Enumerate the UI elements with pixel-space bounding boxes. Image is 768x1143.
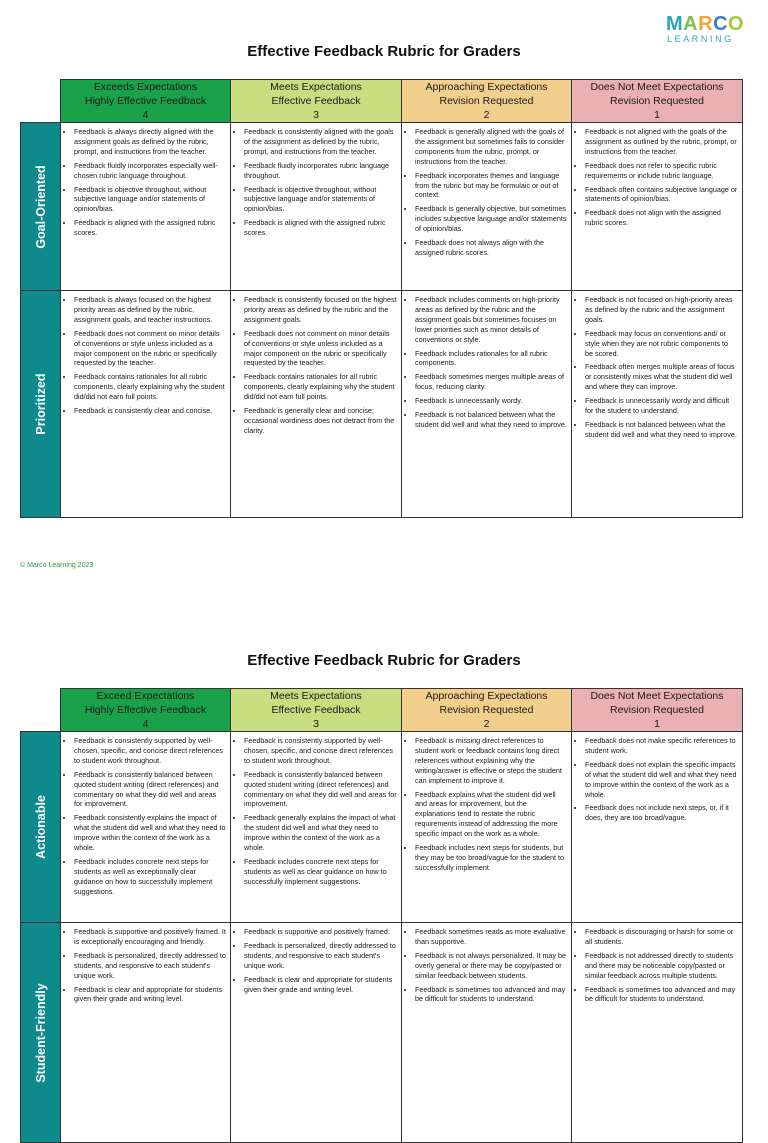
- level-header-line: Exceed Expectations: [96, 690, 195, 702]
- level-header-line: Revision Requested: [439, 95, 534, 107]
- criteria-item: • Feedback generally explains the impact of what the student did well and what they need to improve within the context of the work as a whole.: [244, 813, 397, 853]
- rubric-cell: [61, 732, 231, 923]
- level-header-line: 3: [313, 109, 319, 121]
- logo-letter: A: [683, 13, 699, 35]
- criteria-item: • Feedback does not comment on minor details of conventions or style unless included as a major component on the rubric or specifically requested by the teacher.: [244, 329, 397, 369]
- criteria-item: • Feedback does not make specific references to student work.: [585, 736, 738, 756]
- criteria-item: • Feedback is missing direct references to student work or feedback contains long direct references without explaining why the writing/answer is effective or steps the student can implement to improve it.: [415, 736, 567, 786]
- level-header: [231, 80, 402, 123]
- criteria-item: • Feedback does not explain the specific impacts of what the student did well and what they need to improve within the context of the work as a whole.: [585, 760, 738, 800]
- criteria-list: [231, 127, 397, 238]
- rubric-cell: [572, 291, 743, 518]
- level-header-line: 2: [483, 718, 490, 730]
- level-header-line: 1: [654, 109, 660, 121]
- rubric-cell: [572, 732, 743, 923]
- criteria-list: [402, 127, 567, 258]
- criteria-item: • Feedback incorporates themes and language from the rubric but may be formulaic or out of context.: [415, 171, 567, 201]
- criteria-item: • Feedback is not balanced between what the student did well and what they need to improve.: [415, 410, 567, 430]
- page-title: Effective Feedback Rubric for Graders: [247, 43, 521, 60]
- criteria-item: • Feedback is generally aligned with the goals of the assignment but sometimes fails to consider components from the rubric, prompt, or instructions from the teacher.: [415, 127, 567, 167]
- level-header-line: 1: [654, 718, 660, 730]
- rubric-cell: [402, 123, 572, 291]
- criteria-list: [61, 736, 226, 897]
- header-row: [21, 689, 743, 732]
- rubric-cell: [231, 923, 402, 1143]
- criteria-item: • Feedback fluidly incorporates rubric language throughout.: [244, 161, 397, 181]
- criteria-item: • Feedback is personalized, directly addressed to students, and responsive to each student's unique work.: [74, 951, 226, 981]
- criteria-list: [402, 927, 567, 1004]
- criteria-item: • Feedback is supportive and positively framed.: [244, 927, 397, 937]
- criterion-label-cell: [21, 732, 61, 923]
- criterion-label-cell: [21, 923, 61, 1143]
- criteria-list: [402, 736, 567, 873]
- level-header: [402, 80, 572, 123]
- criteria-item: • Feedback does not comment on minor details of conventions or style unless included as a major component on the rubric or specifically requested by the teacher.: [74, 329, 226, 369]
- level-header-line: Does Not Meet Expectations: [590, 81, 724, 93]
- criteria-item: • Feedback does not refer to specific rubric requirements or include rubric language.: [585, 161, 738, 181]
- criteria-list: [231, 736, 397, 887]
- criteria-list: [61, 127, 226, 238]
- logo-letter: R: [698, 13, 714, 35]
- criteria-item: • Feedback is always directly aligned with the assignment goals as defined by the rubric, prompt, and instructions from the teacher.: [74, 127, 226, 157]
- criteria-item: • Feedback is not focused on high-priority areas as defined by the rubric and the assignment goals.: [585, 295, 738, 325]
- criteria-item: • Feedback is sometimes too advanced and may be difficult for students to understand.: [415, 985, 567, 1005]
- level-header-line: 3: [313, 718, 319, 730]
- criterion-label: Goal-Oriented: [33, 164, 48, 249]
- criterion-row: [21, 923, 743, 1143]
- criteria-item: • Feedback includes concrete next steps for students as well as exceptionally clear guidance on how to successfully implement suggestions.: [74, 857, 226, 897]
- criterion-label: Prioritized: [33, 373, 48, 435]
- criteria-item: • Feedback is generally clear and concise; occasional wordiness does not detract from the clarity.: [244, 406, 397, 436]
- logo-letter: M: [666, 13, 684, 35]
- level-header-line: Approaching Expectations: [425, 690, 548, 702]
- level-header-line: Meets Expectations: [270, 81, 362, 93]
- copyright-footer: © Marco Learning 2023: [20, 562, 94, 569]
- criteria-item: • Feedback may focus on conventions and/ or style when they are not rubric components to be scored.: [585, 329, 738, 359]
- criteria-item: • Feedback is clear and appropriate for students given their grade and writing level.: [74, 985, 226, 1005]
- criteria-list: [231, 927, 397, 994]
- criterion-label: Actionable: [33, 795, 48, 859]
- criteria-list: [572, 927, 738, 1004]
- header-row: [21, 80, 743, 123]
- rubric-cell: [402, 923, 572, 1143]
- logo-letter: C: [713, 13, 729, 35]
- criteria-item: • Feedback is objective throughout, without subjective language and/or statements of opinion/bias.: [74, 185, 226, 215]
- level-header-line: 4: [142, 718, 149, 730]
- level-header: [61, 80, 231, 123]
- criteria-item: • Feedback is consistently supported by well-chosen, specific, and concise direct references to student work throughout.: [244, 736, 397, 766]
- rubric-table: [20, 688, 743, 1143]
- criteria-item: • Feedback includes concrete next steps for students as well as clear guidance on how to successfully implement suggestions.: [244, 857, 397, 887]
- level-header-line: Meets Expectations: [270, 690, 362, 702]
- criteria-item: • Feedback often contains subjective language or statements of opinion/bias.: [585, 185, 738, 205]
- criteria-item: • Feedback does not always align with the assigned rubric scores.: [415, 238, 567, 258]
- rubric-cell: [572, 923, 743, 1143]
- criteria-item: • Feedback is discouraging or harsh for some or all students.: [585, 927, 738, 947]
- level-header-line: Highly Effective Feedback: [84, 704, 207, 716]
- criteria-item: • Feedback contains rationales for all rubric components, clearly explaining why the student did/did not earn full points.: [244, 372, 397, 402]
- corner-cell: [21, 80, 61, 123]
- criteria-item: • Feedback is not aligned with the goals of the assignment as outlined by the rubric, prompt, or instructions from the teacher.: [585, 127, 738, 157]
- criteria-item: • Feedback is aligned with the assigned rubric scores.: [244, 218, 397, 238]
- level-header-line: Exceeds Expectations: [93, 81, 198, 93]
- rubric-cell: [231, 291, 402, 518]
- corner-cell: [21, 689, 61, 732]
- criteria-item: • Feedback is aligned with the assigned rubric scores.: [74, 218, 226, 238]
- marco-learning-logo: [666, 14, 746, 44]
- criteria-item: • Feedback often merges multiple areas of focus or consistently mixes what the student did well and where they can improve.: [585, 362, 738, 392]
- rubric-cell: [572, 123, 743, 291]
- criteria-list: [61, 295, 226, 416]
- criteria-item: • Feedback is consistently balanced between quoted student writing (direct references) and commentary on what they did well and areas for improvement.: [244, 770, 397, 810]
- level-header-line: Does Not Meet Expectations: [590, 690, 724, 702]
- criteria-item: • Feedback consistently explains the impact of what the student did well and what they need to improve within the context of the work as a whole.: [74, 813, 226, 853]
- criteria-item: • Feedback is not always personalized. It may be overly general or there may be copy/pasted or similar feedback between students.: [415, 951, 567, 981]
- criterion-label-cell: [21, 123, 61, 291]
- level-header-line: Revision Requested: [610, 95, 704, 107]
- criteria-item: • Feedback is consistently clear and concise.: [74, 406, 226, 416]
- rubric-cell: [402, 732, 572, 923]
- criteria-item: • Feedback is not balanced between what the student did well and what they need to improve.: [585, 420, 738, 440]
- level-header-line: Effective Feedback: [271, 704, 361, 716]
- level-header: [572, 689, 743, 732]
- criteria-item: • Feedback is generally objective, but sometimes includes subjective language and/or statements of opinion/bias.: [415, 204, 567, 234]
- rubric-cell: [402, 291, 572, 518]
- criteria-item: • Feedback does not align with the assigned rubric scores.: [585, 208, 738, 228]
- rubric-cell: [61, 123, 231, 291]
- criterion-label-cell: [21, 291, 61, 518]
- criteria-item: • Feedback is consistently aligned with the goals of the assignment as defined by the rubric, prompt, and instructions from the teacher.: [244, 127, 397, 157]
- criteria-item: • Feedback is sometimes too advanced and may be difficult for students to understand.: [585, 985, 738, 1005]
- criteria-list: [231, 295, 397, 436]
- criterion-label: Student-Friendly: [33, 982, 48, 1083]
- criterion-row: [21, 732, 743, 923]
- criteria-item: • Feedback is supportive and positively framed. It is exceptionally encouraging and friendly.: [74, 927, 226, 947]
- criteria-item: • Feedback is unnecessarily wordy.: [415, 396, 567, 406]
- level-header-line: 2: [483, 109, 490, 121]
- criteria-item: • Feedback is consistently balanced between quoted student writing (direct references) and commentary on what they did well and areas for improvement.: [74, 770, 226, 810]
- criteria-list: [61, 927, 226, 1004]
- page-title: Effective Feedback Rubric for Graders: [247, 652, 521, 669]
- criteria-list: [572, 295, 738, 440]
- rubric-cell: [61, 923, 231, 1143]
- logo-letter: O: [728, 13, 745, 35]
- criteria-item: • Feedback is objective throughout, without subjective language and/or statements of opinion/bias.: [244, 185, 397, 215]
- logo-wordmark: [666, 14, 746, 34]
- criteria-item: • Feedback is always focused on the highest priority areas as defined by the rubric, assignment goals, and teacher instructions.: [74, 295, 226, 325]
- rubric-cell: [61, 291, 231, 518]
- criteria-item: • Feedback sometimes reads as more evaluative than supportive.: [415, 927, 567, 947]
- level-header: [231, 689, 402, 732]
- level-header: [402, 689, 572, 732]
- level-header-line: Revision Requested: [439, 704, 534, 716]
- level-header: [572, 80, 743, 123]
- criteria-item: • Feedback sometimes merges multiple areas of focus, reducing clarity.: [415, 372, 567, 392]
- level-header-line: 4: [142, 109, 149, 121]
- criteria-item: • Feedback is consistently supported by well-chosen, specific, and concise direct references to student work throughout.: [74, 736, 226, 766]
- criteria-list: [402, 295, 567, 430]
- criteria-item: • Feedback does not include next steps, or, if it does, they are too broad/vague.: [585, 803, 738, 823]
- criteria-item: • Feedback includes rationales for all rubric components.: [415, 349, 567, 369]
- criterion-row: [21, 291, 743, 518]
- rubric-table: [20, 79, 743, 518]
- level-header-line: Effective Feedback: [271, 95, 361, 107]
- criteria-item: • Feedback is unnecessarily wordy and difficult for the student to understand.: [585, 396, 738, 416]
- level-header: [61, 689, 231, 732]
- criteria-item: • Feedback contains rationales for all rubric components, clearly explaining why the student did/did not earn full points.: [74, 372, 226, 402]
- criteria-list: [572, 127, 738, 228]
- level-header-line: Revision Requested: [610, 704, 704, 716]
- criteria-list: [572, 736, 738, 823]
- criteria-item: • Feedback is not addressed directly to students and there may be noticeable copy/pasted or similar feedback across multiple students.: [585, 951, 738, 981]
- rubric-cell: [231, 123, 402, 291]
- criteria-item: • Feedback explains what the student did well and areas for improvement, but the explanations tend to restate the rubric requirements instead of addressing the more specific impact on the work as a whole.: [415, 790, 567, 840]
- rubric-cell: [231, 732, 402, 923]
- level-header-line: Highly Effective Feedback: [84, 95, 207, 107]
- level-header-line: Approaching Expectations: [425, 81, 548, 93]
- criteria-item: • Feedback is clear and appropriate for students given their grade and writing level.: [244, 975, 397, 995]
- criteria-item: • Feedback includes comments on high-priority areas as defined by the rubric and the assignment goals but sometimes focuses on lower priorities such as minor details of conventions or style.: [415, 295, 567, 345]
- criteria-item: • Feedback includes next steps for students, but they may be too broad/vague for the student to successfully implement.: [415, 843, 567, 873]
- criteria-item: • Feedback is consistently focused on the highest priority areas as defined by the rubric and the assignment goals.: [244, 295, 397, 325]
- criterion-row: [21, 123, 743, 291]
- criteria-item: • Feedback is personalized, directly addressed to students, and responsive to each student's unique work.: [244, 941, 397, 971]
- criteria-item: • Feedback fluidly incorporates especially well-chosen rubric language throughout.: [74, 161, 226, 181]
- logo-subtext: LEARNING: [667, 34, 734, 44]
